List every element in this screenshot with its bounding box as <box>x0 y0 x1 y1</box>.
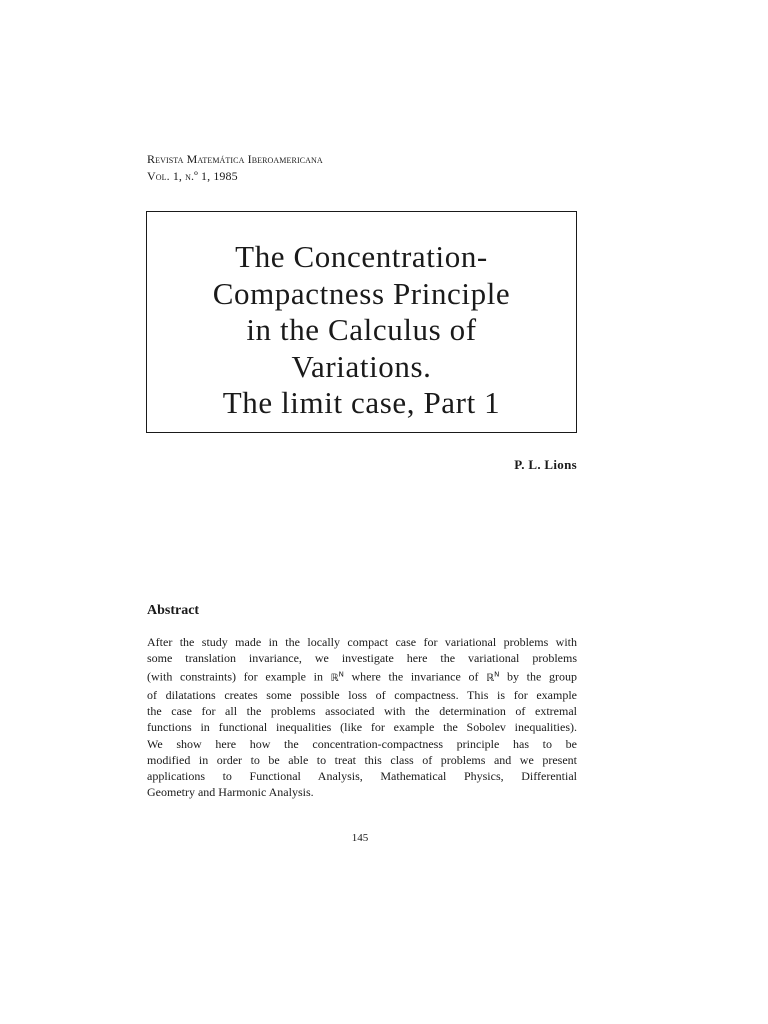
title-box <box>146 211 577 433</box>
abstract-line: Geometry and Harmonic Analysis. <box>147 785 314 800</box>
title-line: Compactness Principle <box>212 275 511 311</box>
abstract-text: (with constraints) for example in <box>147 669 331 684</box>
abstract-line: We show here how the concentration-compactness principle has to be <box>147 736 577 751</box>
page-number: 145 <box>351 832 369 844</box>
journal-name: Revista Matemática Iberoamericana <box>147 152 323 166</box>
journal-volume: Vol. 1, n.º 1, 1985 <box>147 169 238 183</box>
real-space-symbol: ℝ$^N$ <box>486 670 500 684</box>
abstract-line: the case for all the problems associated with the determination of extremal <box>147 704 577 719</box>
abstract-line: of dilatations creates some possible loss of compactness. This is for example <box>147 687 577 702</box>
abstract-line: modified in order to be able to treat this class of problems and we present <box>147 752 577 767</box>
real-space-symbol: ℝ$^N$ <box>330 670 344 684</box>
abstract-text: where the invariance of <box>343 669 487 684</box>
abstract-line: applications to Functional Analysis, Mathematical Physics, Differential <box>147 768 577 783</box>
abstract-line: some translation invariance, we investigate here the variational problems <box>147 651 577 666</box>
title-line: Variations. <box>291 348 432 384</box>
title-line: The limit case, Part 1 <box>222 385 501 420</box>
abstract-line: After the study made in the locally compact case for variational problems with <box>147 635 577 649</box>
title-line: in the Calculus of <box>246 312 477 347</box>
abstract-line: functions in functional inequalities (like for example the Sobolev inequalities). <box>147 720 577 735</box>
journal-header <box>147 151 323 185</box>
abstract-body <box>147 634 577 800</box>
abstract-line <box>147 666 577 687</box>
paper-title <box>147 239 576 422</box>
abstract-text: by the group <box>499 669 577 684</box>
author-name: P. L. Lions <box>514 457 577 472</box>
title-line: The Concentration- <box>235 239 488 274</box>
abstract-heading: Abstract <box>147 603 200 618</box>
